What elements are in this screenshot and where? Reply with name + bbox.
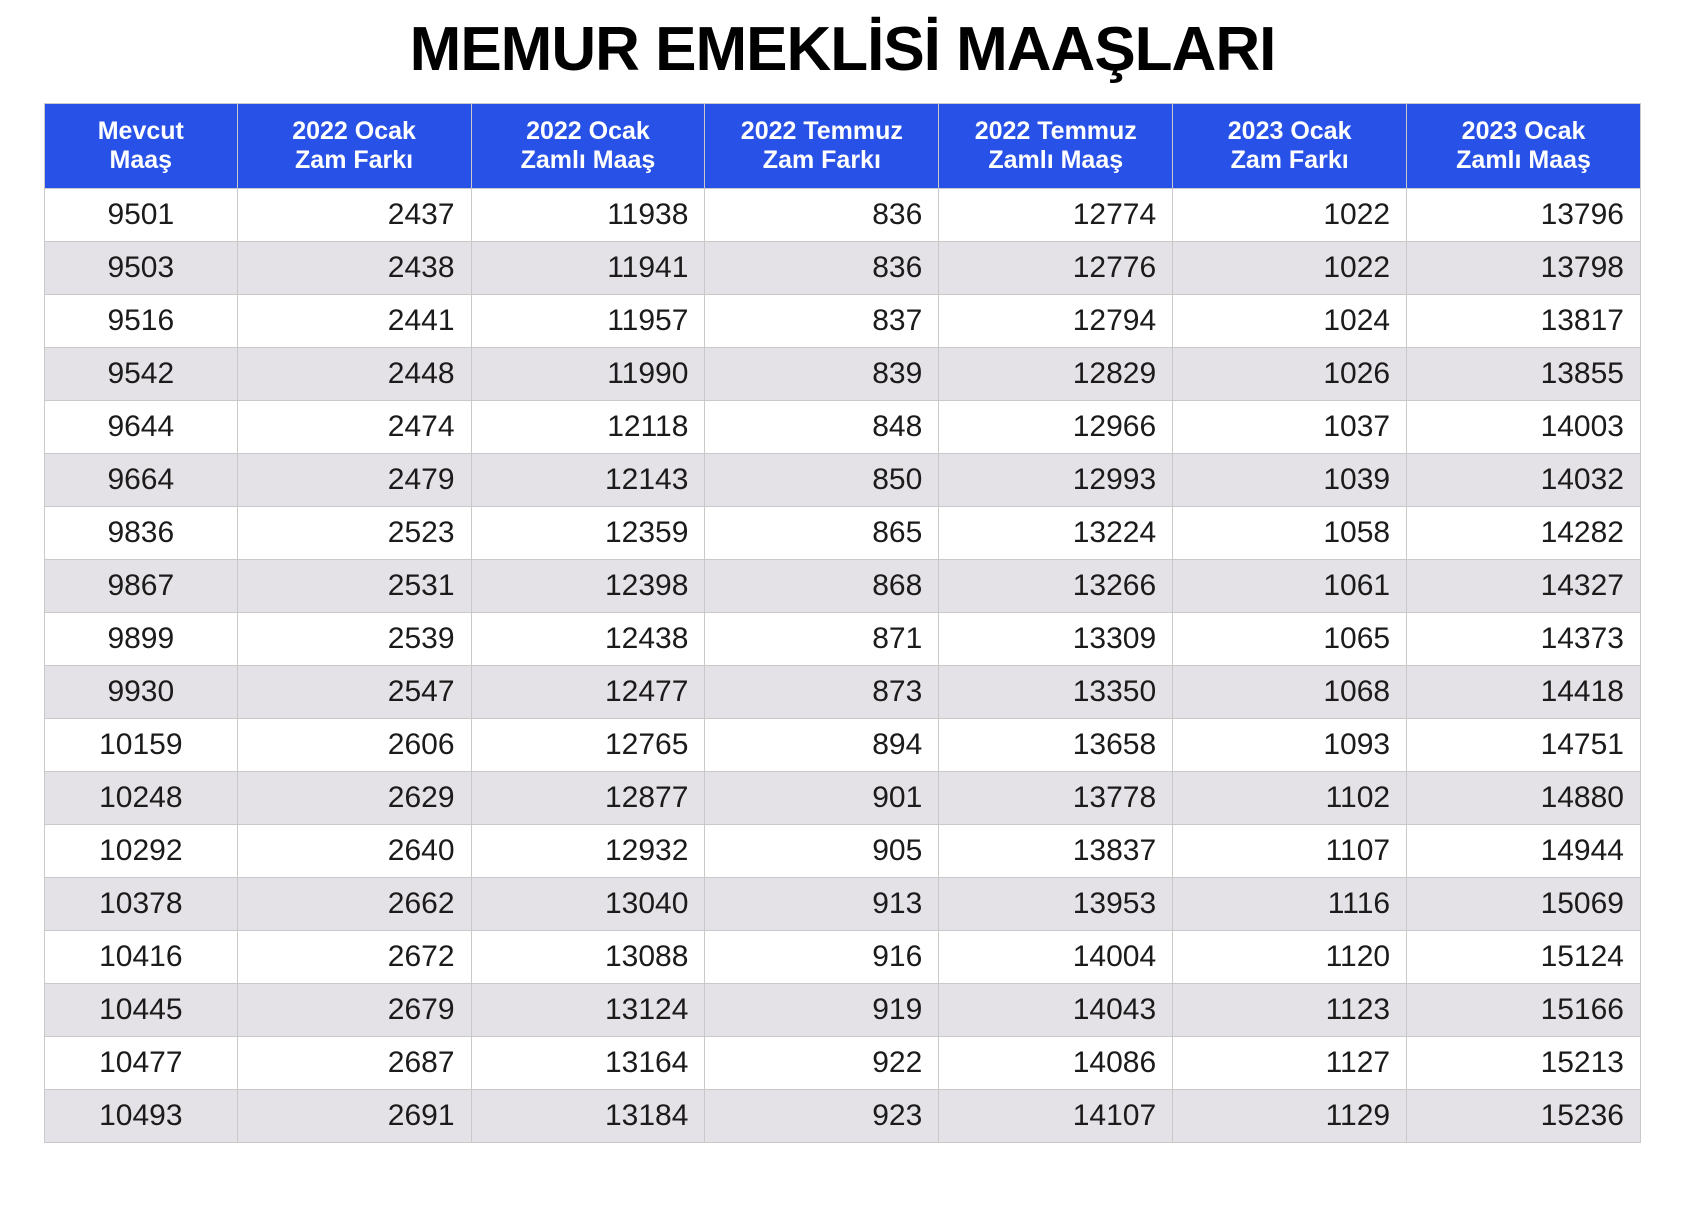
table-cell: 1068 xyxy=(1173,665,1407,718)
column-header-mevcut-maas xyxy=(45,104,238,189)
table-cell: 14004 xyxy=(939,930,1173,983)
table-cell: 865 xyxy=(705,506,939,559)
column-header-line1: 2023 Ocak xyxy=(1227,117,1352,145)
table-cell: 12829 xyxy=(939,347,1173,400)
cell-mevcut-maas: 9503 xyxy=(45,241,238,294)
table-cell: 868 xyxy=(705,559,939,612)
table-row xyxy=(45,188,1641,241)
table-cell: 13040 xyxy=(471,877,705,930)
cell-mevcut-maas: 9930 xyxy=(45,665,238,718)
table-cell: 12776 xyxy=(939,241,1173,294)
table-row xyxy=(45,824,1641,877)
table-row xyxy=(45,1089,1641,1142)
table-cell: 1022 xyxy=(1173,241,1407,294)
cell-mevcut-maas: 9899 xyxy=(45,612,238,665)
table-cell: 2441 xyxy=(237,294,471,347)
table-row xyxy=(45,1036,1641,1089)
table-cell: 1022 xyxy=(1173,188,1407,241)
table-row xyxy=(45,559,1641,612)
table-cell: 12774 xyxy=(939,188,1173,241)
table-cell: 1024 xyxy=(1173,294,1407,347)
table-cell: 2479 xyxy=(237,453,471,506)
table-cell: 12398 xyxy=(471,559,705,612)
table-cell: 1102 xyxy=(1173,771,1407,824)
column-header-line1: 2022 Temmuz xyxy=(740,117,903,145)
salary-table xyxy=(44,103,1641,1143)
table-cell: 14043 xyxy=(939,983,1173,1036)
table-row xyxy=(45,771,1641,824)
page-root xyxy=(0,14,1685,1214)
table-cell: 12966 xyxy=(939,400,1173,453)
column-header-2022-temmuz-zam-farki xyxy=(705,104,939,189)
table-cell: 901 xyxy=(705,771,939,824)
table-cell: 13309 xyxy=(939,612,1173,665)
table-cell: 12993 xyxy=(939,453,1173,506)
table-cell: 13798 xyxy=(1407,241,1641,294)
table-row xyxy=(45,983,1641,1036)
table-cell: 14086 xyxy=(939,1036,1173,1089)
table-cell: 2640 xyxy=(237,824,471,877)
table-cell: 1129 xyxy=(1173,1089,1407,1142)
table-cell: 1120 xyxy=(1173,930,1407,983)
table-cell: 14751 xyxy=(1407,718,1641,771)
column-header-2022-ocak-zam-farki xyxy=(237,104,471,189)
table-cell: 13855 xyxy=(1407,347,1641,400)
column-header-line1: 2022 Ocak xyxy=(526,117,650,145)
table-cell: 2606 xyxy=(237,718,471,771)
table-header-row xyxy=(45,104,1641,189)
table-cell: 1127 xyxy=(1173,1036,1407,1089)
table-cell: 2679 xyxy=(237,983,471,1036)
table-cell: 15213 xyxy=(1407,1036,1641,1089)
cell-mevcut-maas: 10416 xyxy=(45,930,238,983)
table-cell: 916 xyxy=(705,930,939,983)
cell-mevcut-maas: 10493 xyxy=(45,1089,238,1142)
table-cell: 12932 xyxy=(471,824,705,877)
column-header-line2: Zam Farkı xyxy=(1230,145,1349,174)
table-cell: 2629 xyxy=(237,771,471,824)
column-header-line2: Zam Farkı xyxy=(762,145,881,174)
column-header-line1: 2023 Ocak xyxy=(1461,117,1586,145)
table-cell: 13266 xyxy=(939,559,1173,612)
table-row xyxy=(45,241,1641,294)
table-cell: 12143 xyxy=(471,453,705,506)
table-cell: 913 xyxy=(705,877,939,930)
column-header-2023-ocak-zamli-maas xyxy=(1407,104,1641,189)
table-cell: 11941 xyxy=(471,241,705,294)
table-cell: 14282 xyxy=(1407,506,1641,559)
cell-mevcut-maas: 10445 xyxy=(45,983,238,1036)
table-cell: 12765 xyxy=(471,718,705,771)
table-cell: 14003 xyxy=(1407,400,1641,453)
table-cell: 1037 xyxy=(1173,400,1407,453)
table-cell: 1026 xyxy=(1173,347,1407,400)
table-cell: 2437 xyxy=(237,188,471,241)
column-header-line1: Mevcut xyxy=(97,117,184,145)
table-cell: 13817 xyxy=(1407,294,1641,347)
table-cell: 2448 xyxy=(237,347,471,400)
table-cell: 14107 xyxy=(939,1089,1173,1142)
table-row xyxy=(45,718,1641,771)
table-cell: 14418 xyxy=(1407,665,1641,718)
table-cell: 2687 xyxy=(237,1036,471,1089)
table-cell: 836 xyxy=(705,188,939,241)
table-cell: 14373 xyxy=(1407,612,1641,665)
table-cell: 13350 xyxy=(939,665,1173,718)
cell-mevcut-maas: 9542 xyxy=(45,347,238,400)
table-cell: 2531 xyxy=(237,559,471,612)
table-cell: 14880 xyxy=(1407,771,1641,824)
table-cell: 873 xyxy=(705,665,939,718)
table-header xyxy=(45,104,1641,189)
table-cell: 839 xyxy=(705,347,939,400)
table-cell: 2539 xyxy=(237,612,471,665)
table-row xyxy=(45,347,1641,400)
table-cell: 1065 xyxy=(1173,612,1407,665)
cell-mevcut-maas: 10159 xyxy=(45,718,238,771)
table-cell: 13778 xyxy=(939,771,1173,824)
table-cell: 2438 xyxy=(237,241,471,294)
table-cell: 923 xyxy=(705,1089,939,1142)
cell-mevcut-maas: 9501 xyxy=(45,188,238,241)
column-header-line2: Zam Farkı xyxy=(295,145,414,174)
table-cell: 905 xyxy=(705,824,939,877)
table-cell: 836 xyxy=(705,241,939,294)
table-cell: 15166 xyxy=(1407,983,1641,1036)
table-cell: 12438 xyxy=(471,612,705,665)
table-cell: 850 xyxy=(705,453,939,506)
cell-mevcut-maas: 9644 xyxy=(45,400,238,453)
table-cell: 1116 xyxy=(1173,877,1407,930)
cell-mevcut-maas: 10477 xyxy=(45,1036,238,1089)
column-header-line2: Zamlı Maaş xyxy=(520,145,656,174)
column-header-line2: Zamlı Maaş xyxy=(1456,145,1591,174)
cell-mevcut-maas: 9867 xyxy=(45,559,238,612)
table-cell: 1058 xyxy=(1173,506,1407,559)
column-header-line2: Maaş xyxy=(109,145,173,174)
table-cell: 1123 xyxy=(1173,983,1407,1036)
table-cell: 13658 xyxy=(939,718,1173,771)
page-title: MEMUR EMEKLİSİ MAAŞLARI xyxy=(409,15,1276,84)
table-cell: 13224 xyxy=(939,506,1173,559)
table-cell: 2672 xyxy=(237,930,471,983)
table-cell: 1107 xyxy=(1173,824,1407,877)
cell-mevcut-maas: 9836 xyxy=(45,506,238,559)
table-cell: 15124 xyxy=(1407,930,1641,983)
table-cell: 2691 xyxy=(237,1089,471,1142)
table-cell: 848 xyxy=(705,400,939,453)
table-row xyxy=(45,506,1641,559)
table-cell: 15236 xyxy=(1407,1089,1641,1142)
column-header-2022-ocak-zamli-maas xyxy=(471,104,705,189)
table-row xyxy=(45,612,1641,665)
table-cell: 13184 xyxy=(471,1089,705,1142)
table-cell: 2523 xyxy=(237,506,471,559)
table-cell: 12877 xyxy=(471,771,705,824)
table-cell: 922 xyxy=(705,1036,939,1089)
table-cell: 12794 xyxy=(939,294,1173,347)
table-cell: 14032 xyxy=(1407,453,1641,506)
table-cell: 11938 xyxy=(471,188,705,241)
table-cell: 12477 xyxy=(471,665,705,718)
table-cell: 13796 xyxy=(1407,188,1641,241)
table-row xyxy=(45,453,1641,506)
table-row xyxy=(45,877,1641,930)
column-header-line1: 2022 Ocak xyxy=(292,117,416,145)
table-cell: 1039 xyxy=(1173,453,1407,506)
cell-mevcut-maas: 9664 xyxy=(45,453,238,506)
table-cell: 837 xyxy=(705,294,939,347)
table-cell: 13953 xyxy=(939,877,1173,930)
table-cell: 11957 xyxy=(471,294,705,347)
cell-mevcut-maas: 10292 xyxy=(45,824,238,877)
table-cell: 1093 xyxy=(1173,718,1407,771)
table-cell: 11990 xyxy=(471,347,705,400)
table-cell: 13164 xyxy=(471,1036,705,1089)
column-header-line2: Zamlı Maaş xyxy=(988,145,1124,174)
column-header-2023-ocak-zam-farki xyxy=(1173,104,1407,189)
table-cell: 2547 xyxy=(237,665,471,718)
table-body xyxy=(45,188,1641,1142)
table-cell: 12118 xyxy=(471,400,705,453)
cell-mevcut-maas: 10248 xyxy=(45,771,238,824)
table-container xyxy=(0,103,1685,1143)
table-cell: 1061 xyxy=(1173,559,1407,612)
column-header-2022-temmuz-zamli-maas xyxy=(939,104,1173,189)
table-cell: 871 xyxy=(705,612,939,665)
table-cell: 15069 xyxy=(1407,877,1641,930)
table-cell: 13124 xyxy=(471,983,705,1036)
table-cell: 2662 xyxy=(237,877,471,930)
table-cell: 919 xyxy=(705,983,939,1036)
table-cell: 2474 xyxy=(237,400,471,453)
column-header-line1: 2022 Temmuz xyxy=(974,117,1137,145)
table-cell: 13088 xyxy=(471,930,705,983)
table-cell: 12359 xyxy=(471,506,705,559)
table-row xyxy=(45,665,1641,718)
table-row xyxy=(45,294,1641,347)
table-cell: 13837 xyxy=(939,824,1173,877)
cell-mevcut-maas: 9516 xyxy=(45,294,238,347)
table-cell: 14944 xyxy=(1407,824,1641,877)
table-row xyxy=(45,400,1641,453)
table-cell: 14327 xyxy=(1407,559,1641,612)
table-cell: 894 xyxy=(705,718,939,771)
cell-mevcut-maas: 10378 xyxy=(45,877,238,930)
table-row xyxy=(45,930,1641,983)
